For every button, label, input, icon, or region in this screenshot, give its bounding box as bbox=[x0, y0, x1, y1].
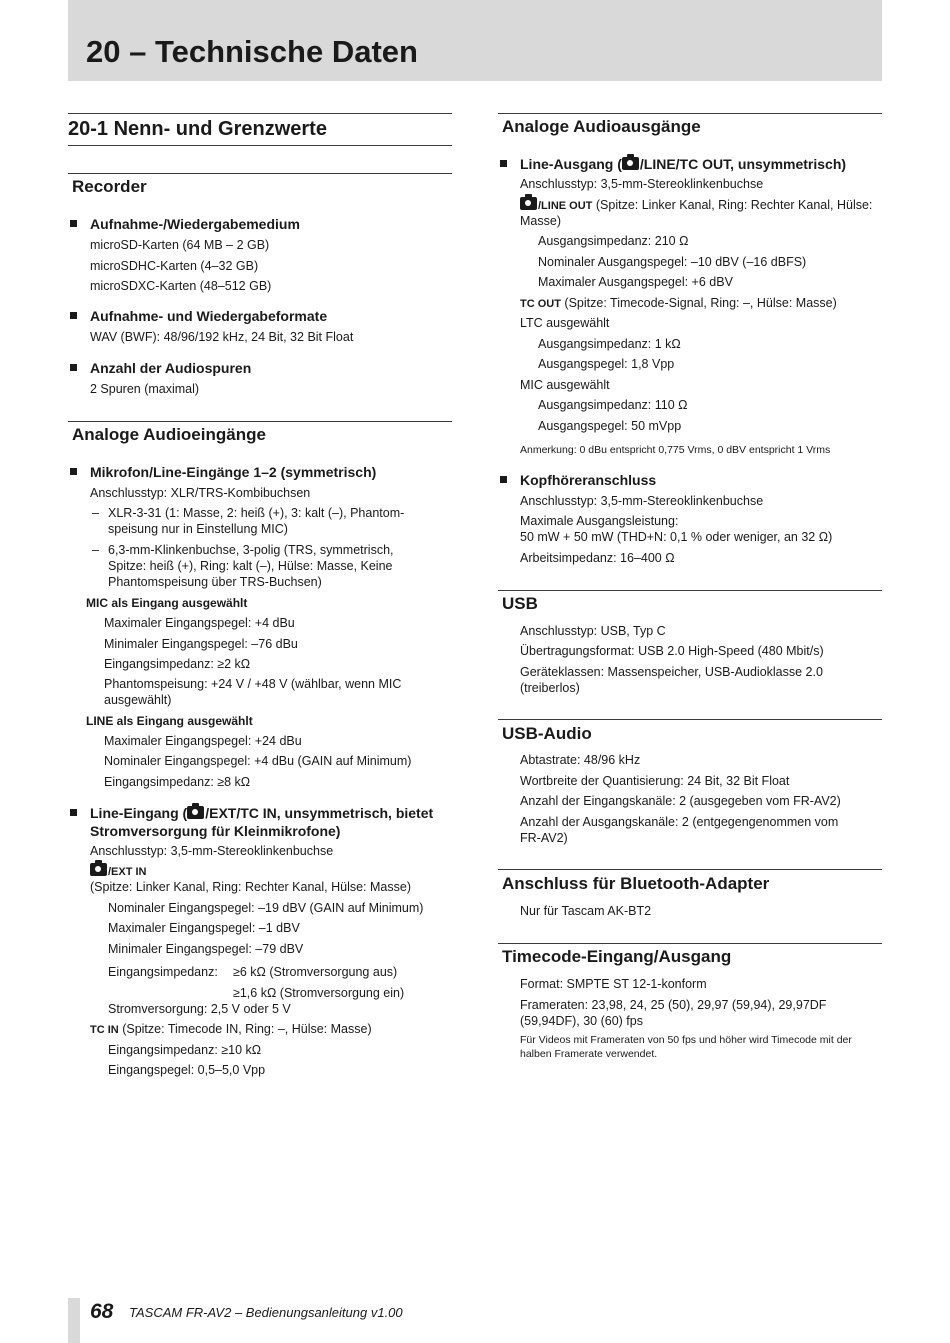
spec-line: FR-AV2) bbox=[520, 831, 568, 845]
tc-out-line: TC OUT (Spitze: Timecode-Signal, Ring: –, Hülse: Masse) bbox=[520, 296, 837, 310]
line-out-desc: Masse) bbox=[520, 214, 561, 228]
spec-line: 50 mW + 50 mW (THD+N: 0,1 % oder weniger, an 32 Ω) bbox=[520, 530, 833, 544]
note: Für Videos mit Frameraten von 50 fps und höher wird Timecode mit der bbox=[520, 1034, 852, 1046]
spec-line: Eingangsimpedanz: ≥8 kΩ bbox=[104, 775, 251, 789]
divider bbox=[68, 113, 452, 114]
bullet-icon bbox=[70, 312, 77, 319]
title-banner bbox=[68, 0, 882, 81]
formats-title: Aufnahme- und Wiedergabeformate bbox=[90, 308, 328, 324]
ltc-heading: LTC ausgewählt bbox=[520, 316, 610, 330]
spec-line: Abtastrate: 48/96 kHz bbox=[520, 753, 641, 767]
spec-line: Nur für Tascam AK-BT2 bbox=[520, 904, 652, 918]
trs-desc: 6,3-mm-Klinkenbuchse, 3-polig (TRS, symmetrisch, bbox=[108, 543, 394, 557]
xlr-desc: speisung nur in Einstellung MIC) bbox=[108, 522, 288, 536]
line-in-title: Stromversorgung für Kleinmikrofone) bbox=[90, 823, 341, 839]
camera-icon bbox=[622, 157, 639, 170]
spec-line: Ausgangspegel: 50 mVpp bbox=[538, 419, 682, 433]
ext-in-label: /EXT IN bbox=[90, 863, 147, 880]
medium-line: microSDXC-Karten (48–512 GB) bbox=[90, 279, 272, 293]
spec-line: (59,94DF), 30 (60) fps bbox=[520, 1014, 643, 1028]
divider bbox=[68, 421, 452, 422]
bluetooth-heading: Anschluss für Bluetooth-Adapter bbox=[502, 874, 770, 893]
spec-line: Anschlusstyp: USB, Typ C bbox=[520, 624, 666, 638]
line-selected-heading: LINE als Eingang ausgewählt bbox=[86, 714, 253, 728]
bullet-icon bbox=[500, 160, 507, 167]
spec-line: Ausgangsimpedanz: 110 Ω bbox=[538, 398, 688, 412]
spec-line: Nominaler Ausgangspegel: –10 dBV (–16 dBFS) bbox=[538, 255, 807, 269]
spec-line: Eingangsimpedanz: ≥2 kΩ bbox=[104, 657, 251, 671]
line-out-desc: /LINE OUT (Spitze: Linker Kanal, Ring: Rechter Kanal, Hülse: bbox=[520, 197, 872, 214]
mic-line-title: Mikrofon/Line-Eingänge 1–2 (symmetrisch) bbox=[90, 464, 377, 480]
dash-icon: – bbox=[92, 506, 99, 520]
formats-text: WAV (BWF): 48/96/192 kHz, 24 Bit, 32 Bit Float bbox=[90, 330, 354, 344]
spec-line: ≥6 kΩ (Stromversorgung aus) bbox=[233, 965, 398, 979]
spec-line: Anzahl der Eingangskanäle: 2 (ausgegeben vom FR-AV2) bbox=[520, 794, 841, 808]
spec-line: Geräteklassen: Massenspeicher, USB-Audioklasse 2.0 bbox=[520, 665, 823, 679]
spec-line: ≥1,6 kΩ (Stromversorgung ein) bbox=[233, 986, 405, 1000]
medium-line: microSD-Karten (64 MB – 2 GB) bbox=[90, 238, 270, 252]
spec-line: Nominaler Eingangspegel: –19 dBV (GAIN auf Minimum) bbox=[108, 901, 424, 915]
trs-desc: Spitze: heiß (+), Ring: kalt (–), Hülse: Masse, Keine bbox=[108, 559, 393, 573]
medium-line: microSDHC-Karten (4–32 GB) bbox=[90, 259, 259, 273]
mic-selected-heading: MIC als Eingang ausgewählt bbox=[86, 596, 248, 610]
analog-out-heading: Analoge Audioausgänge bbox=[502, 117, 701, 136]
mic-out-heading: MIC ausgewählt bbox=[520, 378, 610, 392]
line-out-title: Line-Ausgang ( /LINE/TC OUT, unsymmetrisch) bbox=[520, 156, 847, 172]
note: halben Framerate verwendet. bbox=[520, 1048, 658, 1060]
spec-line: Wortbreite der Quantisierung: 24 Bit, 32 Bit Float bbox=[520, 774, 790, 788]
medium-title: Aufnahme-/Wiedergabemedium bbox=[90, 216, 300, 232]
spec-line: Phantomspeisung: +24 V / +48 V (wählbar, wenn MIC bbox=[104, 677, 402, 691]
camera-icon bbox=[520, 197, 537, 210]
bullet-icon bbox=[70, 364, 77, 371]
spec-line: Übertragungsformat: USB 2.0 High-Speed (480 Mbit/s) bbox=[520, 644, 824, 658]
divider bbox=[498, 943, 882, 944]
divider bbox=[68, 173, 452, 174]
spec-line: ausgewählt) bbox=[104, 693, 172, 707]
note: Anmerkung: 0 dBu entspricht 0,775 Vrms, 0 dBV entspricht 1 Vrms bbox=[520, 444, 831, 456]
spec-line: (treiberlos) bbox=[520, 681, 580, 695]
usb-heading: USB bbox=[502, 594, 538, 613]
divider bbox=[498, 590, 882, 591]
spec-line: Arbeitsimpedanz: 16–400 Ω bbox=[520, 551, 675, 565]
divider bbox=[498, 113, 882, 114]
spec-line: Maximaler Eingangspegel: +4 dBu bbox=[104, 616, 295, 630]
spec-line: Anschlusstyp: 3,5-mm-Stereoklinkenbuchse bbox=[520, 494, 764, 508]
tc-in-line: TC IN (Spitze: Timecode IN, Ring: –, Hülse: Masse) bbox=[90, 1022, 372, 1036]
spec-line: Anzahl der Ausgangskanäle: 2 (entgegengenommen vom bbox=[520, 815, 839, 829]
camera-icon bbox=[187, 806, 204, 819]
divider bbox=[68, 145, 452, 146]
spec-line: Maximaler Ausgangspegel: +6 dBV bbox=[538, 275, 733, 289]
spec-line: Minimaler Eingangspegel: –76 dBu bbox=[104, 637, 298, 651]
headphone-title: Kopfhöreranschluss bbox=[520, 472, 657, 488]
spec-line: Minimaler Eingangspegel: –79 dBV bbox=[108, 942, 304, 956]
divider bbox=[498, 719, 882, 720]
spec-line: Ausgangsimpedanz: 1 kΩ bbox=[538, 337, 681, 351]
bullet-icon bbox=[500, 476, 507, 483]
footer-bar bbox=[68, 1298, 80, 1343]
divider bbox=[498, 869, 882, 870]
spec-line: Eingangspegel: 0,5–5,0 Vpp bbox=[108, 1063, 266, 1077]
usb-audio-heading: USB-Audio bbox=[502, 724, 592, 743]
page-number: 68 bbox=[90, 1300, 114, 1323]
trs-desc: Phantomspeisung über TRS-Buchsen) bbox=[108, 575, 322, 589]
spec-line: Maximaler Eingangspegel: –1 dBV bbox=[108, 921, 300, 935]
spec-line: Stromversorgung: 2,5 V oder 5 V bbox=[108, 1002, 291, 1016]
timecode-heading: Timecode-Eingang/Ausgang bbox=[502, 947, 732, 966]
spec-line: Maximaler Eingangspegel: +24 dBu bbox=[104, 734, 302, 748]
bullet-icon bbox=[70, 220, 77, 227]
recorder-heading: Recorder bbox=[72, 177, 147, 196]
line-in-conn: Anschlusstyp: 3,5-mm-Stereoklinkenbuchse bbox=[90, 844, 334, 858]
line-in-title: Line-Eingang ( /EXT/TC IN, unsymmetrisch, bietet bbox=[90, 805, 434, 821]
spec-line: Eingangsimpedanz: ≥10 kΩ bbox=[108, 1043, 262, 1057]
spec-line: Format: SMPTE ST 12-1-konform bbox=[520, 977, 707, 991]
tracks-text: 2 Spuren (maximal) bbox=[90, 382, 200, 396]
manual-title: TASCAM FR-AV2 – Bedienungsanleitung v1.00 bbox=[129, 1305, 403, 1320]
line-out-conn: Anschlusstyp: 3,5-mm-Stereoklinkenbuchse bbox=[520, 177, 764, 191]
dash-icon: – bbox=[92, 543, 99, 557]
spec-line: Eingangsimpedanz: bbox=[108, 965, 218, 979]
spec-line: Nominaler Eingangspegel: +4 dBu (GAIN auf Minimum) bbox=[104, 754, 412, 768]
section-title: 20-1 Nenn- und Grenzwerte bbox=[68, 118, 327, 140]
spec-line: Frameraten: 23,98, 24, 25 (50), 29,97 (59,94), 29,97DF bbox=[520, 998, 827, 1012]
mic-conn: Anschlusstyp: XLR/TRS-Kombibuchsen bbox=[90, 486, 311, 500]
spec-line: Maximale Ausgangsleistung: bbox=[520, 514, 679, 528]
analog-in-heading: Analoge Audioeingänge bbox=[72, 425, 266, 444]
page-title: 20 – Technische Daten bbox=[86, 34, 418, 69]
bullet-icon bbox=[70, 809, 77, 816]
xlr-desc: XLR-3-31 (1: Masse, 2: heiß (+), 3: kalt (–), Phantom- bbox=[108, 506, 405, 520]
spec-line: Ausgangsimpedanz: 210 Ω bbox=[538, 234, 689, 248]
tracks-title: Anzahl der Audiospuren bbox=[90, 360, 252, 376]
ext-in-desc: (Spitze: Linker Kanal, Ring: Rechter Kanal, Hülse: Masse) bbox=[90, 880, 411, 894]
camera-icon bbox=[90, 863, 107, 876]
bullet-icon bbox=[70, 468, 77, 475]
spec-line: Ausgangspegel: 1,8 Vpp bbox=[538, 357, 675, 371]
